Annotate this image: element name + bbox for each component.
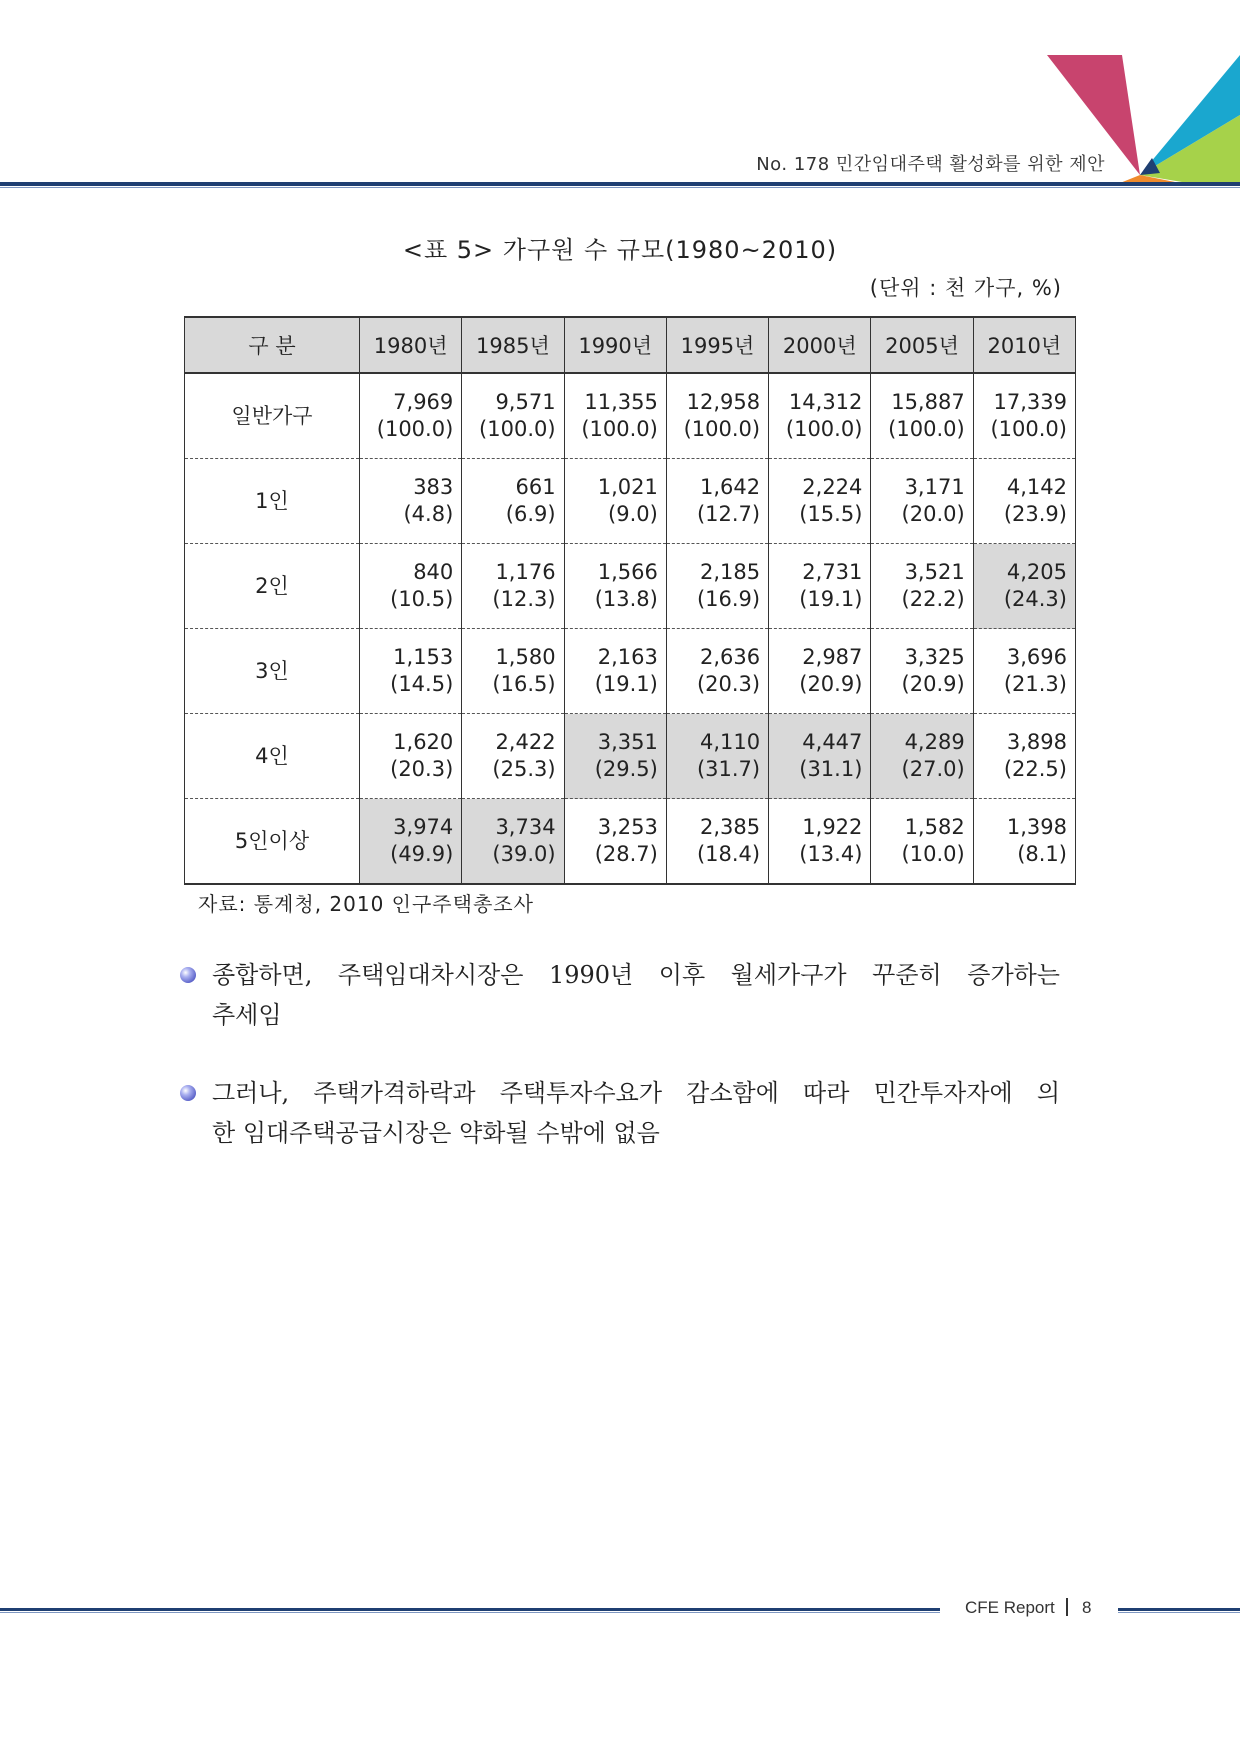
table-cell: [871, 459, 973, 544]
footer-separator: [1066, 1598, 1068, 1616]
cell-value: 1,580: [495, 645, 556, 669]
cell-percent: (25.3): [492, 757, 556, 781]
cell-percent: (20.0): [901, 502, 965, 526]
cell-value: 1,642: [700, 475, 761, 499]
cell-percent: (12.3): [492, 587, 556, 611]
table-caption: <표 5> 가구원 수 규모(1980~2010): [402, 236, 838, 264]
table-row: [185, 714, 1076, 799]
cell-value: 15,887: [891, 390, 965, 414]
cell-value: 2,731: [802, 560, 863, 584]
footer-brand: CFE Report: [965, 1598, 1055, 1617]
table-cell: [973, 629, 1075, 714]
cell-value: 3,521: [904, 560, 965, 584]
table-cell: [973, 714, 1075, 799]
table-row: [185, 544, 1076, 629]
table-row: [185, 459, 1076, 544]
table-row: [185, 799, 1076, 885]
cell-percent: (22.2): [901, 587, 965, 611]
row-label: 2인: [185, 544, 360, 629]
bullet-item: [180, 1073, 1060, 1153]
table-row: [185, 373, 1076, 459]
cell-percent: (100.0): [479, 417, 556, 441]
table-cell: [462, 714, 564, 799]
bullet-icon: [180, 967, 196, 983]
cell-percent: (21.3): [1003, 672, 1067, 696]
cell-value: 2,163: [597, 645, 658, 669]
cell-percent: (24.3): [1003, 587, 1067, 611]
cell-percent: (16.9): [696, 587, 761, 611]
cell-percent: (20.3): [696, 672, 761, 696]
cell-percent: (29.5): [594, 757, 658, 781]
row-label: 3인: [185, 629, 360, 714]
table-cell: [769, 714, 871, 799]
table-cell: [360, 544, 462, 629]
bullet-line: 추세임: [212, 1001, 282, 1029]
cell-percent: (100.0): [683, 417, 761, 441]
cell-value: 1,153: [393, 645, 454, 669]
cell-percent: (49.9): [390, 842, 454, 866]
header-title: No. 178 민간임대주택 활성화를 위한 제안: [756, 154, 1105, 175]
cell-percent: (6.9): [505, 502, 556, 526]
table-cell: [360, 714, 462, 799]
cell-value: 3,325: [904, 645, 965, 669]
cell-percent: (10.5): [390, 587, 454, 611]
table-unit: (단위 : 천 가구, %): [869, 276, 1062, 300]
table-cell: [564, 459, 666, 544]
table-header-row: [185, 317, 1076, 373]
table-cell: [973, 544, 1075, 629]
cell-value: 3,253: [597, 815, 658, 839]
cell-percent: (16.5): [492, 672, 556, 696]
column-header: 1980년: [360, 317, 462, 373]
bullet-line: 종합하면, 주택임대차시장은 1990년 이후 월세가구가 꾸준히 증가하는: [212, 961, 1060, 989]
cell-value: 3,898: [1006, 730, 1067, 754]
column-header: 2010년: [973, 317, 1075, 373]
table-cell: [462, 544, 564, 629]
cell-value: 1,582: [904, 815, 965, 839]
cell-percent: (100.0): [785, 417, 863, 441]
cell-percent: (9.0): [608, 502, 658, 526]
bullet-icon: [180, 1085, 196, 1101]
table-cell: [871, 799, 973, 885]
cell-value: 14,312: [788, 390, 863, 414]
cell-value: 11,355: [584, 390, 658, 414]
cell-value: 12,958: [686, 390, 761, 414]
table-cell: [666, 459, 768, 544]
cell-percent: (28.7): [594, 842, 658, 866]
cell-value: 3,351: [597, 730, 658, 754]
cell-percent: (20.9): [799, 672, 863, 696]
table-cell: [973, 799, 1075, 885]
cell-value: 3,171: [904, 475, 965, 499]
cell-percent: (19.1): [799, 587, 863, 611]
cell-percent: (15.5): [799, 502, 863, 526]
table-row: [185, 629, 1076, 714]
cell-value: 840: [413, 560, 454, 584]
footer-divider: [1118, 1608, 1240, 1611]
bullet-line: 그러나, 주택가격하락과 주택투자수요가 감소함에 따라 민간투자자에 의: [212, 1079, 1060, 1107]
cell-value: 2,422: [495, 730, 556, 754]
cell-value: 4,142: [1006, 475, 1067, 499]
row-label: 일반가구: [185, 373, 360, 459]
table-cell: [360, 373, 462, 459]
page-number: 8: [1082, 1598, 1092, 1617]
table-cell: [769, 544, 871, 629]
bullet-item: [180, 955, 1060, 1035]
cell-value: 1,922: [802, 815, 863, 839]
cell-percent: (13.8): [594, 587, 658, 611]
bullet-line: 한 임대주택공급시장은 약화될 수밖에 없음: [212, 1119, 660, 1147]
table-cell: [564, 544, 666, 629]
table-cell: [360, 459, 462, 544]
column-header: 1995년: [666, 317, 768, 373]
table-cell: [769, 459, 871, 544]
table-cell: [871, 373, 973, 459]
table-source: 자료: 통계청, 2010 인구주택총조사: [198, 892, 534, 916]
table-cell: [462, 373, 564, 459]
table-cell: [769, 629, 871, 714]
table-cell: [666, 799, 768, 885]
table-cell: [973, 459, 1075, 544]
table-cell: [871, 714, 973, 799]
footer-divider-thin: [1118, 1612, 1240, 1613]
cell-percent: (100.0): [990, 417, 1067, 441]
cell-value: 4,110: [700, 730, 761, 754]
cell-percent: (10.0): [901, 842, 965, 866]
cell-value: 1,176: [495, 560, 556, 584]
cell-percent: (100.0): [888, 417, 965, 441]
cell-value: 1,620: [393, 730, 454, 754]
column-header: 1985년: [462, 317, 564, 373]
cell-value: 2,185: [700, 560, 761, 584]
household-size-table: [184, 316, 1076, 885]
table-cell: [360, 629, 462, 714]
cell-percent: (4.8): [403, 502, 454, 526]
table-cell: [462, 799, 564, 885]
cell-value: 3,734: [495, 815, 556, 839]
cell-value: 2,987: [802, 645, 863, 669]
cell-value: 9,571: [495, 390, 556, 414]
cell-percent: (8.1): [1017, 842, 1067, 866]
row-label: 4인: [185, 714, 360, 799]
table-cell: [871, 629, 973, 714]
cell-value: 17,339: [993, 390, 1067, 414]
cell-percent: (22.5): [1003, 757, 1067, 781]
table-cell: [666, 544, 768, 629]
cell-percent: (23.9): [1003, 502, 1067, 526]
bullet-text: [212, 955, 1060, 1035]
column-header: 2000년: [769, 317, 871, 373]
cell-value: 4,205: [1006, 560, 1067, 584]
cell-percent: (27.0): [901, 757, 965, 781]
cell-value: 2,224: [802, 475, 863, 499]
table-cell: [564, 799, 666, 885]
footer-divider-thin: [0, 1612, 940, 1613]
table-cell: [462, 629, 564, 714]
cell-value: 1,566: [597, 560, 658, 584]
cell-value: 2,636: [700, 645, 761, 669]
table-cell: [769, 799, 871, 885]
cell-percent: (14.5): [390, 672, 454, 696]
cell-percent: (19.1): [594, 672, 658, 696]
header-divider-thin: [0, 187, 1240, 188]
column-header: 구 분: [185, 317, 360, 373]
cell-value: 4,289: [904, 730, 965, 754]
table-cell: [564, 629, 666, 714]
cell-value: 3,974: [393, 815, 454, 839]
column-header: 2005년: [871, 317, 973, 373]
table-cell: [462, 459, 564, 544]
table-cell: [666, 629, 768, 714]
cell-percent: (20.9): [901, 672, 965, 696]
row-label: 5인이상: [185, 799, 360, 885]
cell-percent: (100.0): [581, 417, 658, 441]
cell-value: 1,398: [1006, 815, 1067, 839]
table-cell: [973, 373, 1075, 459]
column-header: 1990년: [564, 317, 666, 373]
cell-percent: (31.1): [799, 757, 863, 781]
cell-percent: (100.0): [376, 417, 454, 441]
cell-value: 7,969: [393, 390, 454, 414]
cell-percent: (12.7): [696, 502, 761, 526]
table-cell: [666, 373, 768, 459]
cell-value: 1,021: [597, 475, 658, 499]
footer-divider: [0, 1608, 940, 1611]
cell-percent: (39.0): [492, 842, 556, 866]
cell-value: 3,696: [1006, 645, 1067, 669]
cell-value: 383: [413, 475, 454, 499]
cell-percent: (20.3): [390, 757, 454, 781]
table-cell: [769, 373, 871, 459]
table-cell: [666, 714, 768, 799]
bullet-text: [212, 1073, 1060, 1153]
cell-percent: (13.4): [799, 842, 863, 866]
table-cell: [360, 799, 462, 885]
table-cell: [564, 714, 666, 799]
cell-value: 4,447: [802, 730, 863, 754]
header-divider: [0, 182, 1240, 186]
table-cell: [871, 544, 973, 629]
cell-percent: (31.7): [696, 757, 761, 781]
cell-percent: (18.4): [696, 842, 761, 866]
row-label: 1인: [185, 459, 360, 544]
table-cell: [564, 373, 666, 459]
cell-value: 2,385: [700, 815, 761, 839]
cell-value: 661: [515, 475, 556, 499]
